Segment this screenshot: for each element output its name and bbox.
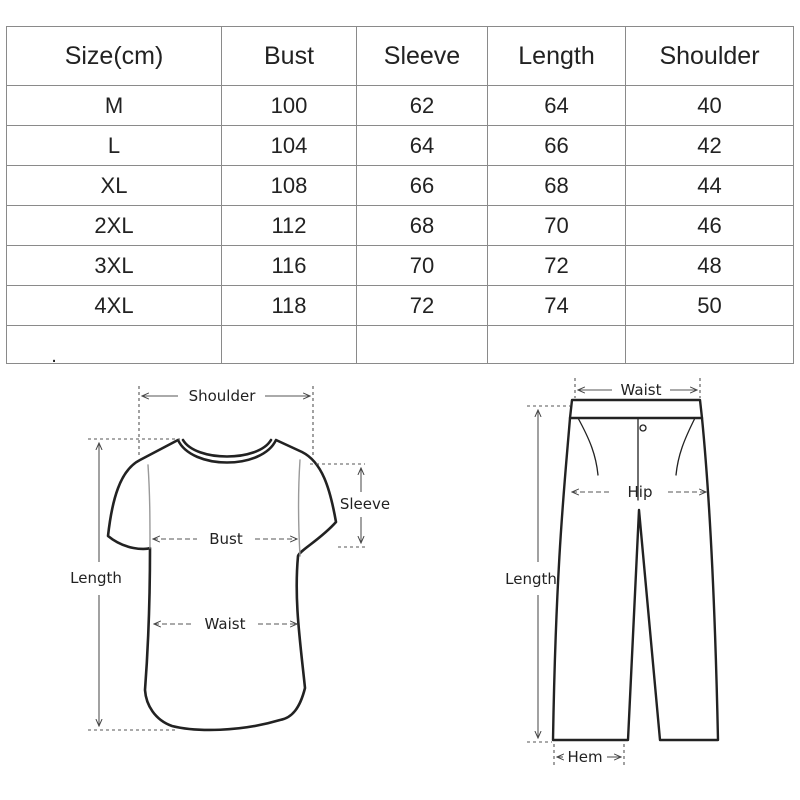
cell-size: 3XL <box>7 246 222 286</box>
cell-sleeve: 72 <box>357 286 488 326</box>
table-row <box>7 246 794 286</box>
pants-waist-label: Waist <box>620 381 662 399</box>
cell-bust: 108 <box>222 166 357 206</box>
cell-bust: 116 <box>222 246 357 286</box>
tshirt-diagram <box>70 386 390 730</box>
tshirt-bust-label: Bust <box>209 530 243 548</box>
tshirt-sleeve-label: Sleeve <box>339 495 391 513</box>
cell-sleeve: 62 <box>357 86 488 126</box>
cell-size: M <box>7 86 222 126</box>
cell-blank <box>626 326 794 364</box>
cell-blank <box>7 326 222 367</box>
cell-sleeve: 70 <box>357 246 488 286</box>
table-row <box>7 166 794 206</box>
table-row <box>7 86 794 126</box>
table-row <box>7 126 794 166</box>
cell-shoulder: 46 <box>626 206 794 246</box>
cell-bust: 118 <box>222 286 357 326</box>
pants-hem-label: Hem <box>567 748 603 766</box>
cell-length: 70 <box>488 206 626 246</box>
cell-blank <box>488 326 626 364</box>
pants-outline <box>553 400 718 740</box>
cell-blank <box>357 326 488 364</box>
cell-bust: 100 <box>222 86 357 126</box>
table-row <box>7 286 794 326</box>
size-table-header-row <box>7 27 794 86</box>
cell-bust: 112 <box>222 206 357 246</box>
cell-shoulder: 50 <box>626 286 794 326</box>
header-size: Size(cm) <box>7 27 222 86</box>
table-row <box>7 206 794 246</box>
cell-size: L <box>7 126 222 166</box>
pants-hip-label: Hip <box>627 483 653 501</box>
header-length: Length <box>488 27 626 86</box>
cell-blank <box>222 326 357 364</box>
cell-shoulder: 48 <box>626 246 794 286</box>
cell-shoulder: 44 <box>626 166 794 206</box>
header-bust: Bust <box>222 27 357 86</box>
cell-length: 66 <box>488 126 626 166</box>
cell-sleeve: 64 <box>357 126 488 166</box>
cell-shoulder: 42 <box>626 126 794 166</box>
tshirt-length-label: Length <box>70 569 122 587</box>
cell-size: 2XL <box>7 206 222 246</box>
cell-bust: 104 <box>222 126 357 166</box>
cell-length: 74 <box>488 286 626 326</box>
cell-size: 4XL <box>7 286 222 326</box>
tshirt-shoulder-label: Shoulder <box>188 387 256 405</box>
tshirt-measure-lines <box>88 386 368 730</box>
pants-length-label: Length <box>505 570 557 588</box>
cell-sleeve: 68 <box>357 206 488 246</box>
cell-length: 64 <box>488 86 626 126</box>
cell-sleeve: 66 <box>357 166 488 206</box>
tshirt-outline <box>108 440 336 730</box>
cell-size: XL <box>7 166 222 206</box>
table-row-blank <box>7 326 794 364</box>
header-sleeve: Sleeve <box>357 27 488 86</box>
pants-diagram <box>505 378 718 766</box>
cell-length: 68 <box>488 166 626 206</box>
blank-row-mark: . <box>51 344 57 367</box>
cell-length: 72 <box>488 246 626 286</box>
measurement-diagrams <box>0 362 800 800</box>
size-chart-table <box>6 26 794 367</box>
cell-shoulder: 40 <box>626 86 794 126</box>
header-shoulder: Shoulder <box>626 27 794 86</box>
tshirt-waist-label: Waist <box>204 615 246 633</box>
